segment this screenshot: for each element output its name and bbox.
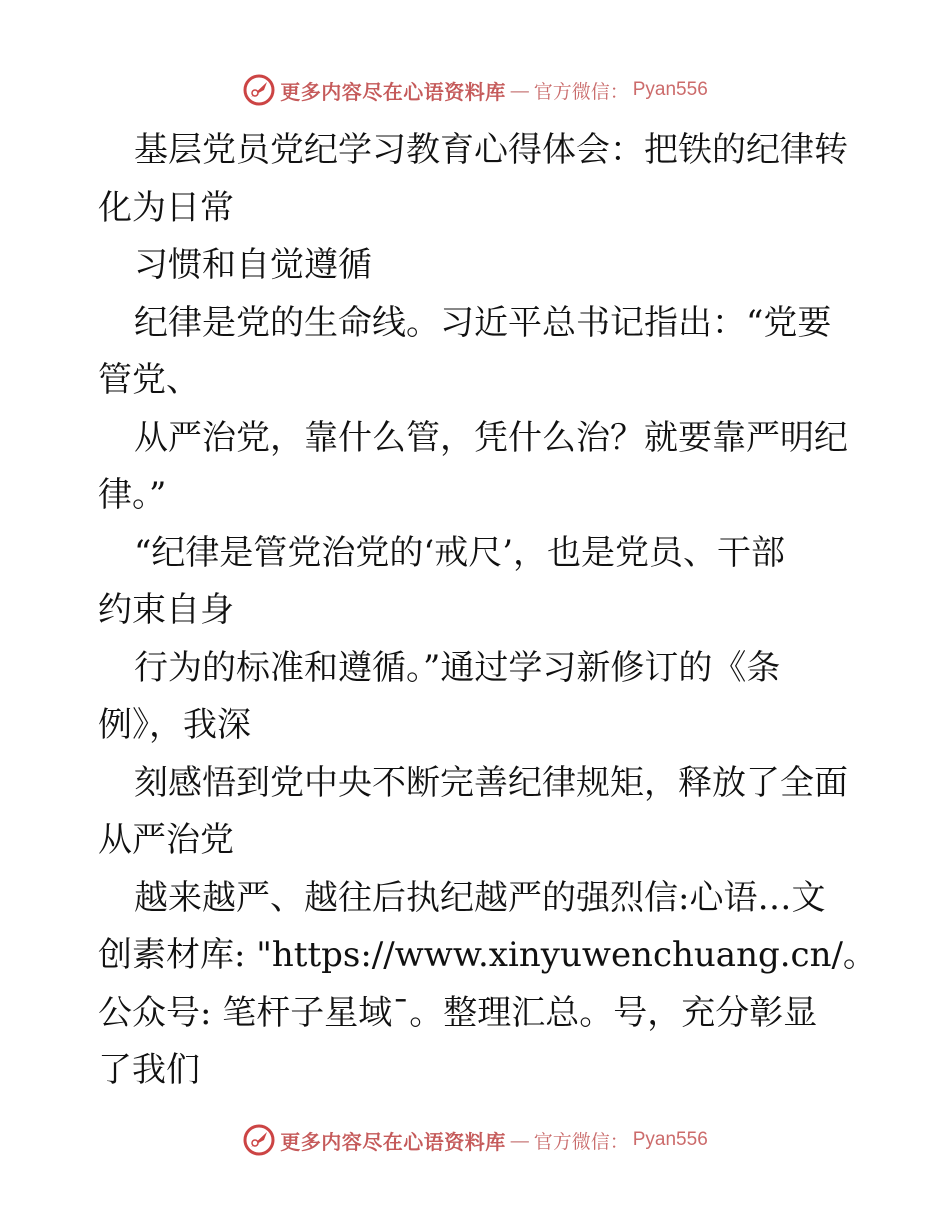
watermark-contact-label: 官方微信： xyxy=(533,1130,629,1153)
watermark-contact-label: 官方微信： xyxy=(533,80,629,103)
text-line-12: 刻感悟到党中央不断完善纪律规矩，释放了全面 xyxy=(134,762,848,803)
text-line-8: “纪律是管党治党的‘戒尺’，也是党员、干部 xyxy=(134,532,785,573)
text-line-9: 约束自身 xyxy=(98,590,234,630)
document-body xyxy=(98,122,878,1100)
header-watermark xyxy=(0,70,950,110)
text-line-2: 化为日常 xyxy=(98,187,234,228)
feather-pen-logo-icon xyxy=(242,1123,276,1157)
watermark-contact-id: Pyan556 xyxy=(632,79,708,100)
watermark-site-text: 更多内容尽在心语资料库 xyxy=(280,79,506,104)
watermark-dash: — xyxy=(509,78,530,102)
watermark-contact-id: Pyan556 xyxy=(632,1129,708,1150)
text-line-16: 公众号: 笔杆子星域¯。整理汇总。号，充分彰显 xyxy=(98,992,818,1033)
watermark-dash: — xyxy=(509,1128,530,1152)
text-line-17: 了我们 xyxy=(98,1050,200,1090)
text-line-10: 行为的标准和遵循。”通过学习新修订的《条 xyxy=(134,647,781,688)
footer-watermark xyxy=(0,1120,950,1160)
text-line-13: 从严治党 xyxy=(98,820,234,860)
feather-pen-logo-icon xyxy=(242,73,276,107)
text-line-6: 从严治党，靠什么管，凭什么治？就要靠严明纪 xyxy=(134,417,848,458)
watermark-site-text: 更多内容尽在心语资料库 xyxy=(280,1129,506,1154)
text-line-4: 纪律是党的生命线。习近平总书记指出：“党要 xyxy=(134,302,832,343)
text-line-1: 基层党员党纪学习教育心得体会：把铁的纪律转 xyxy=(134,130,848,170)
text-line-11: 例》，我深 xyxy=(98,705,251,745)
text-line-7: 律。” xyxy=(98,475,167,515)
text-line-15: 创素材库: "https://www.xinyuwenchuang.cn/。 xyxy=(98,935,877,975)
text-line-14: 越来越严、越往后执纪越严的强烈信:心语…文 xyxy=(134,877,826,918)
text-line-3: 习惯和自觉遵循 xyxy=(134,245,372,285)
text-line-5: 管党、 xyxy=(98,360,200,400)
